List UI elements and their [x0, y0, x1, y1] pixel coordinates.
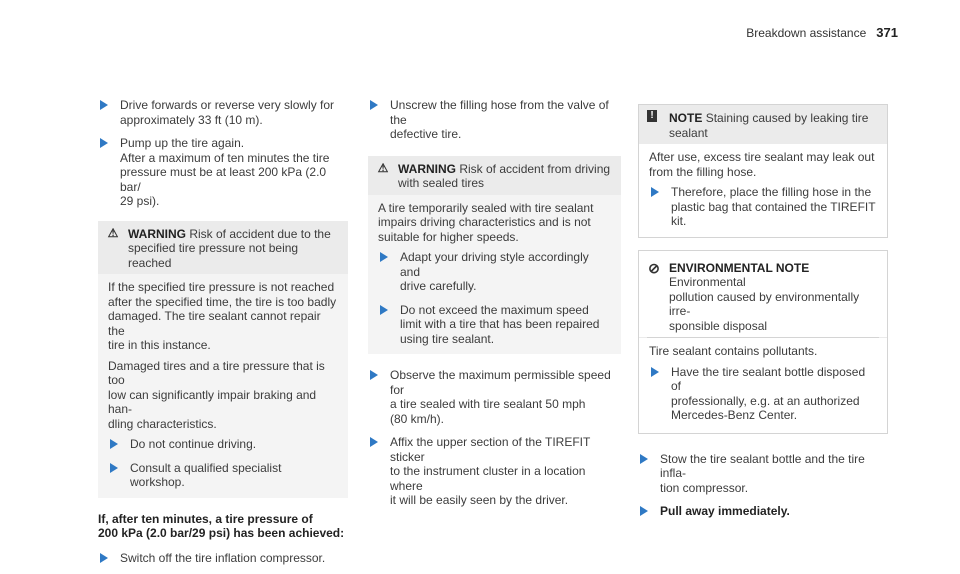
- column-3: [638, 104, 888, 528]
- text-line: Do not continue driving.: [130, 437, 257, 451]
- environmental-note-title: Environmental: [669, 275, 746, 289]
- step-unscrew-hose: [368, 98, 621, 142]
- step-arrow-icon: [110, 439, 118, 449]
- warning-label: WARNING: [128, 226, 186, 241]
- column-2: [368, 98, 621, 517]
- text-line: from the filling hose.: [649, 164, 757, 179]
- step-stow-bottle: [638, 452, 888, 496]
- warning-label: WARNING: [398, 161, 456, 176]
- text-line: professionally, e.g. at an authorized: [671, 393, 860, 408]
- text-line: Have the tire sealant bottle disposed of: [671, 364, 866, 393]
- section-title: Breakdown assistance: [746, 26, 867, 40]
- step-drive-forwards: [98, 98, 348, 127]
- text-line: pressure must be at least 200 kPa (2.0 bar/: [120, 165, 327, 194]
- text-line: Tire sealant contains pollutants.: [649, 344, 818, 358]
- step-arrow-icon: [370, 370, 378, 380]
- step-arrow-icon: [651, 187, 659, 197]
- warning-bullet: [378, 250, 611, 294]
- text-line: Stow the tire sealant bottle and the tire infla-: [660, 451, 865, 480]
- text-line: Damaged tires and a tire pressure that is too: [108, 358, 325, 387]
- text-line: (80 km/h).: [390, 411, 445, 426]
- note-box-staining: [638, 104, 888, 238]
- note-title: sealant: [669, 125, 708, 140]
- text-line: impairs driving characteristics and is not: [378, 215, 591, 229]
- environmental-note-label: ENVIRONMENTAL NOTE: [669, 260, 810, 275]
- text-line: Mercedes-Benz Center.: [671, 408, 798, 422]
- text-line: 29 psi).: [120, 194, 160, 208]
- step-affix-sticker: [368, 435, 621, 508]
- step-pull-away: [638, 504, 888, 519]
- environmental-note-header: [639, 251, 887, 338]
- text-line: If the specified tire pressure is not reached: [108, 280, 335, 294]
- environmental-note-box: [638, 250, 888, 434]
- text-line: If, after ten minutes, a tire pressure of: [98, 511, 313, 526]
- step-switch-off-compressor: [98, 551, 348, 566]
- text-line: low can significantly impair braking and han-: [108, 387, 317, 416]
- warning-body: [368, 195, 621, 355]
- text-line: After use, excess tire sealant may leak out: [649, 150, 875, 164]
- step-arrow-icon: [651, 367, 659, 377]
- step-arrow-icon: [640, 506, 648, 516]
- text-line: 200 kPa (2.0 bar/29 psi) has been achieved:: [98, 526, 345, 540]
- text-line: defective tire.: [390, 127, 462, 141]
- text-line: suitable for higher speeds.: [378, 229, 519, 244]
- warning-triangle-icon: ⚠: [377, 160, 389, 175]
- text-line: Consult a qualified specialist workshop.: [130, 460, 282, 489]
- step-arrow-icon: [370, 437, 378, 447]
- environmental-note-title: sponsible disposal: [669, 318, 768, 333]
- step-arrow-icon: [100, 138, 108, 148]
- section-heading: [98, 512, 348, 541]
- step-arrow-icon: [640, 454, 648, 464]
- warning-header: [98, 221, 348, 275]
- note-exclamation-icon: !: [647, 110, 657, 122]
- text-line: Pump up the tire again.: [120, 136, 245, 150]
- warning-body: [98, 274, 348, 498]
- note-title: Staining caused by leaking tire: [705, 111, 869, 125]
- text-line: Observe the maximum permissible speed for: [390, 368, 611, 397]
- text-line: Do not exceed the maximum speed: [400, 302, 589, 317]
- text-line: Therefore, place the filling hose in the: [671, 185, 872, 199]
- text-line: A tire temporarily sealed with tire sealant: [378, 200, 594, 215]
- text-line: damaged. The tire sealant cannot repair the: [108, 309, 321, 338]
- page-header: [746, 26, 898, 41]
- column-1: [98, 98, 348, 574]
- note-body: [639, 144, 887, 237]
- step-arrow-icon: [100, 100, 108, 110]
- warning-title: with sealed tires: [398, 176, 485, 190]
- warning-title: Risk of accident due to the: [189, 226, 331, 241]
- text-line: it will be easily seen by the driver.: [390, 493, 569, 507]
- note-bullet: [649, 185, 877, 229]
- text-line: Switch off the tire inflation compressor.: [120, 550, 326, 565]
- text-line: limit with a tire that has been repaired: [400, 317, 600, 331]
- step-pump-tire: [98, 136, 348, 209]
- environment-icon: ⊘: [648, 259, 660, 276]
- step-arrow-icon: [380, 252, 388, 262]
- text-line: plastic bag that contained the TIREFIT: [671, 199, 876, 214]
- text-line: after the specified time, the tire is too badly: [108, 294, 337, 309]
- warning-bullet: [378, 303, 611, 347]
- warning-header: [368, 156, 621, 195]
- text-line: a tire sealed with tire sealant 50 mph: [390, 397, 586, 411]
- text-line: using tire sealant.: [400, 331, 495, 346]
- page-number: 371: [876, 25, 898, 40]
- environmental-note-body: [639, 338, 887, 433]
- note-label: NOTE: [669, 111, 703, 125]
- step-arrow-icon: [380, 305, 388, 315]
- environmental-note-bullet: [649, 365, 877, 423]
- text-line: kit.: [671, 214, 687, 228]
- warning-box-sealed-tires: [368, 156, 621, 355]
- note-header: [639, 105, 887, 144]
- warning-title: Risk of accident from driving: [459, 161, 611, 176]
- warning-bullet: [108, 437, 338, 452]
- step-observe-speed: [368, 368, 621, 426]
- step-arrow-icon: [100, 553, 108, 563]
- warning-box-tire-pressure: [98, 221, 348, 498]
- warning-triangle-icon: ⚠: [107, 225, 119, 240]
- text-line: approximately 33 ft (10 m).: [120, 112, 263, 127]
- text-line: Pull away immediately.: [660, 504, 790, 518]
- text-line: drive carefully.: [400, 279, 477, 293]
- text-line: Affix the upper section of the TIREFIT sticker: [390, 435, 591, 464]
- warning-bullet: [108, 461, 338, 490]
- text-line: tion compressor.: [660, 480, 749, 495]
- text-line: tire in this instance.: [108, 338, 211, 352]
- environmental-note-title: pollution caused by environmentally irre-: [669, 289, 860, 318]
- text-line: Drive forwards or reverse very slowly for: [120, 98, 335, 112]
- text-line: Unscrew the filling hose from the valve of the: [390, 98, 609, 127]
- warning-title: specified tire pressure not being reached: [128, 241, 299, 270]
- text-line: to the instrument cluster in a location where: [390, 464, 586, 493]
- step-arrow-icon: [370, 100, 378, 110]
- step-arrow-icon: [110, 463, 118, 473]
- text-line: After a maximum of ten minutes the tire: [120, 150, 330, 165]
- text-line: Adapt your driving style accordingly and: [400, 250, 589, 279]
- text-line: dling characteristics.: [108, 416, 217, 431]
